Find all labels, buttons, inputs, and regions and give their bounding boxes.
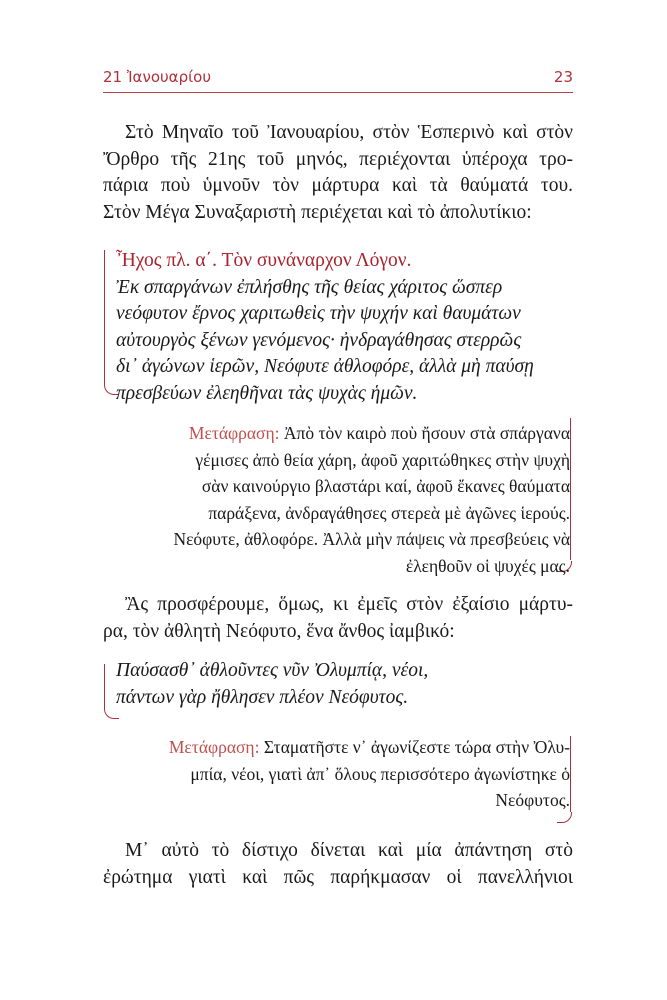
hymn-line: πρεσβεύων ἐλεηθῆναι τὰς ψυχὰς ἡμῶν.	[116, 382, 418, 404]
iambic-verse	[116, 658, 566, 711]
translation-border	[570, 736, 571, 812]
hymn-border	[104, 250, 105, 384]
hymn-line: αὐτουργὸς ξένων γενόμενος· ἠνδραγάθησας στερρῶς	[116, 329, 522, 351]
translation-label: Μετάφραση:	[188, 423, 280, 443]
text-line: Ἀπὸ τὸν καιρὸ ποὺ ἤσουν στὰ σπάργανα	[283, 423, 570, 443]
text-line: Σταματῆστε ν᾽ ἀγωνίζεστε τώρα στὴν Ὀλυ-	[263, 737, 570, 757]
text-line: Στὸν Μέγα Συναξαριστὴ περιέχεται καὶ τὸ ἀπολυτίκιο:	[103, 201, 532, 223]
text-line: Στὸ Μηναῖο τοῦ Ἰανουαρίου, στὸν Ἑσπερινὸ καὶ στὸν	[125, 122, 573, 143]
translation-block	[173, 420, 570, 579]
verse-border	[104, 664, 105, 708]
running-header	[103, 66, 573, 93]
translation-border-corner	[557, 812, 572, 823]
hymn-line: νεόφυτον ἔρνος χαριτωθεὶς τὴν ψυχήν καὶ θαυμάτων	[116, 303, 521, 324]
translation-border	[570, 418, 571, 560]
chapter-title: 21 Ἰανουαρίου	[103, 68, 212, 86]
text-line: ρα, τὸν ἀθλητὴ Νεόφυτο, ἕνα ἄνθος ἰαμβικό:	[103, 620, 455, 642]
text-line: πάρια ποὺ ὑμνοῦν τὸν μάρτυρα καὶ τὰ θαύματά του.	[103, 175, 573, 196]
text-line: σὰν καινούργιο βλαστάρι καί, ἀφοῦ ἔκανες θαύματα	[201, 476, 570, 496]
text-line: ἐλεηθοῦν οἱ ψυχές μας.	[405, 555, 570, 576]
translation-label: Μετάφραση:	[168, 737, 260, 757]
paragraph-offering	[103, 592, 573, 645]
hymn-line: Ἐκ σπαργάνων ἐπλήσθης τῆς θείας χάριτος ὥσπερ	[116, 276, 503, 298]
text-line: Μ᾽ αὐτὸ τὸ δίστιχο δίνεται καὶ μία ἀπάντηση στὸ	[125, 840, 573, 861]
text-line: μπία, νέοι, γιατὶ ἀπ᾽ ὅλους περισσότερο ἀγωνίστηκε ὁ	[190, 763, 570, 784]
text-line: ἐρώτημα γιατὶ καὶ πῶς παρήκμασαν οἱ πανελλήνιοι	[103, 866, 573, 888]
text-line: Νεόφυτος.	[495, 790, 570, 810]
text-line: γέμισες ἀπὸ θεία χάρη, ἀφοῦ χαριτώθηκες στὴν ψυχὴ	[195, 449, 570, 470]
paragraph-answer	[103, 838, 573, 891]
text-line: Ἂς προσφέρουμε, ὅμως, κι ἐμεῖς στὸν ἐξαίσιο μάρτυ-	[125, 594, 573, 615]
translation-block	[169, 734, 570, 814]
paragraph-intro	[103, 120, 573, 226]
text-line: Ὄρθρο τῆς 21ης τοῦ μηνός, περιέχονται ὑπέροχα τρο-	[103, 148, 573, 170]
text-line: παράξενα, ἀνδραγάθησες στερεὰ μὲ ἀγῶνες ἱερούς.	[208, 502, 570, 523]
page-number: 23	[553, 68, 573, 86]
verse-line: πάντων γὰρ ἤθλησεν πλέον Νεόφυτος.	[116, 686, 409, 708]
text-line: Νεόφυτε, ἀθλοφόρε. Ἀλλὰ μὴν πάψεις νὰ πρεσβεύεις νὰ	[173, 529, 570, 549]
verse-line: Παύσασθ᾽ ἀθλοῦντες νῦν Ὀλυμπίᾳ, νέοι,	[116, 660, 429, 681]
hymn-title: Ἦχος πλ. α΄. Τὸν συνάναρχον Λόγον.	[116, 250, 412, 271]
apolytikion-hymn	[116, 248, 566, 407]
hymn-line: δι᾽ ἀγώνων ἱερῶν, Νεόφυτε ἀθλοφόρε, ἀλλὰ μὴ παύσῃ	[116, 356, 534, 377]
